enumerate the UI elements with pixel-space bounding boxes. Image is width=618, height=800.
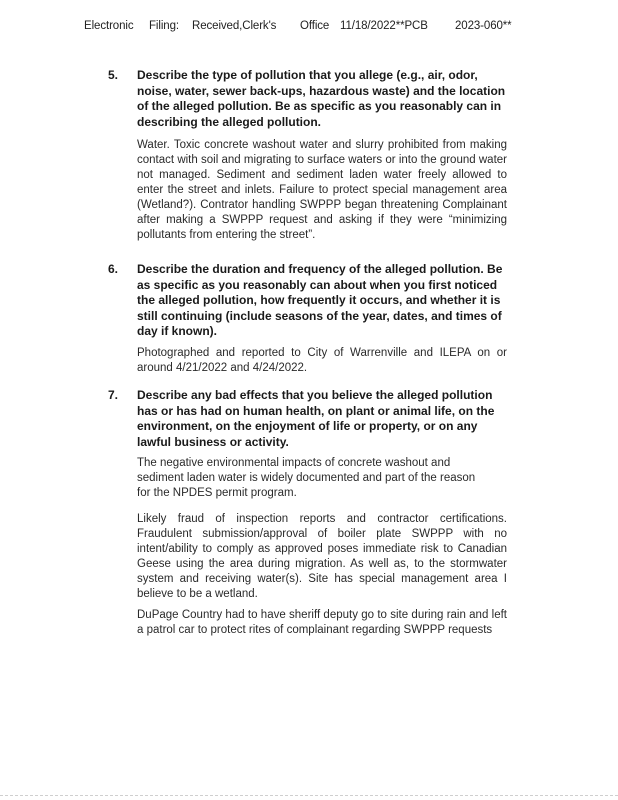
question-7-number: 7. (108, 388, 119, 402)
header-case-number: 2023-060** (455, 20, 512, 32)
header-date: 11/18/2022**PCB (340, 20, 428, 32)
filing-header (84, 20, 514, 36)
question-6-number: 6. (108, 262, 119, 276)
question-7-answer-2: Likely fraud of inspection reports and contractor certifications. Fraudulent submission/approval of boiler plate SWPPP with no intent/ability to comply as approved poses immediate risk to Canadian Geese using the area during migration. As well as, to the stormwater system and receiving water(s). Site has special management area I believe to be a wetland. (137, 513, 507, 600)
question-6-text: Describe the duration and frequency of the alleged pollution. Be as specific as you reasonably can about when you first noticed the alleged pollution, how frequently it occurs, and whether it is still continuing (include seasons of the year, dates, and times of day if known). (137, 262, 503, 338)
question-5-number: 5. (108, 68, 119, 82)
question-7-answer-3: DuPage Country had to have sheriff deputy go to site during rain and left a patrol car to protect rites of complainant regarding SWPPP requests (137, 609, 507, 636)
question-6-answer: Photographed and reported to City of Warrenville and ILEPA on or around 4/21/2022 and 4/24/2022. (137, 347, 507, 374)
page-bottom-divider (0, 795, 618, 797)
question-5-text: Describe the type of pollution that you allege (e.g., air, odor, noise, water, sewer back-ups, hazardous waste) and the location of the alleged pollution. Be as specific as you reasonably can in describing the alleged pollution. (137, 68, 506, 129)
header-office: Office (300, 20, 330, 32)
question-7-answer-1: The negative environmental impacts of concrete washout and sediment laden water is widely documented and part of the reason for the NPDES permit program. (137, 457, 476, 499)
header-received: Received,Clerk's (192, 20, 277, 32)
question-7-text: Describe any bad effects that you believe the alleged pollution has or has had on human health, on plant or animal life, on the environment, on the enjoyment of life or property, or on any lawful business or activity. (137, 388, 495, 449)
question-5-answer: Water. Toxic concrete washout water and slurry prohibited from making contact with soil and migrating to surface waters or into the ground water not managed. Sediment and sediment laden water freely allowed to enter the street and inlets. Failure to protect special management area (Wetland?). Contrator handling SWPPP began threatening Complainant after making a SWPPP request and asking if they were “minimizing pollutants from entering the street”. (137, 139, 507, 241)
header-filing: Filing: (149, 20, 179, 32)
header-electronic: Electronic (84, 20, 134, 32)
